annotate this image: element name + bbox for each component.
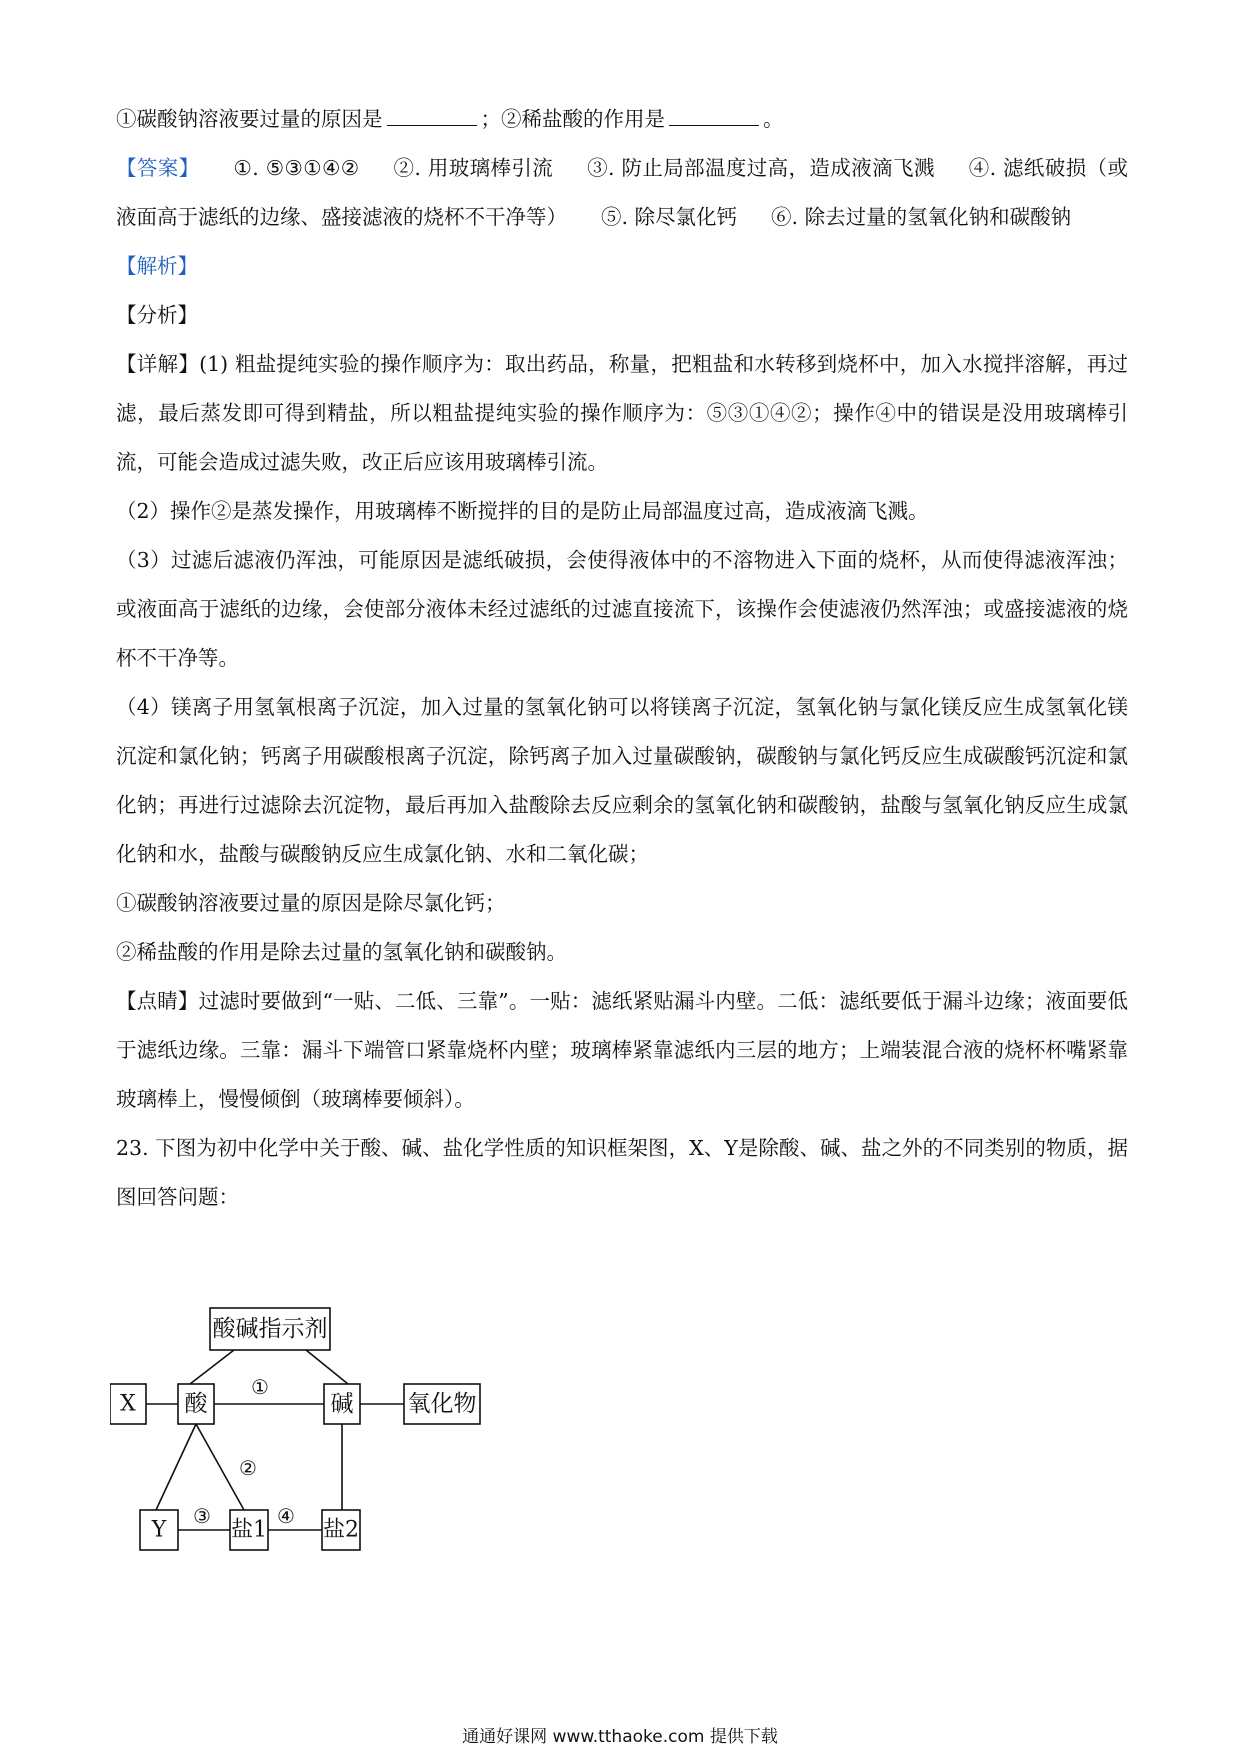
detail-paragraph-1 xyxy=(116,340,1128,487)
salt2-label: 盐2 xyxy=(323,1517,359,1543)
knowledge-framework-diagram xyxy=(110,1290,550,1580)
link-acid-salt1 xyxy=(196,1424,244,1510)
prompt-part1: ①碳酸钠溶液要过量的原因是 xyxy=(116,107,383,131)
content xyxy=(116,103,1128,1222)
reaction-1-marker: ① xyxy=(251,1375,269,1399)
reaction-3-marker: ③ xyxy=(193,1504,211,1528)
answer-item: ⑤. 除尽氯化钙 xyxy=(601,205,738,229)
answer-label: 【答案】 xyxy=(116,156,200,180)
base-label: 碱 xyxy=(330,1391,354,1417)
question-tail xyxy=(116,103,1128,135)
tip-text: 过滤时要做到“一贴、二低、三靠”。一贴：滤纸紧贴漏斗内壁。二低：滤纸要低于漏斗边缘；液面要低于滤纸边缘。三靠：漏斗下端管口紧靠烧杯内壁；玻璃棒紧靠滤纸内三层的地方；上端装混合液的烧杯杯嘴紧靠玻璃棒上，慢慢倾倒（玻璃棒要倾斜）。 xyxy=(116,989,1128,1111)
link-indicator-acid xyxy=(190,1350,234,1384)
question-23: 23. 下图为初中化学中关于酸、碱、盐化学性质的知识框架图，X、Y是除酸、碱、盐之外的不同类别的物质，据图回答问题： xyxy=(116,1136,1128,1209)
indicator-label: 酸碱指示剂 xyxy=(212,1316,328,1342)
detail-paragraph-6: ②稀盐酸的作用是除去过量的氢氧化钠和碳酸钠。 xyxy=(116,940,567,964)
reaction-4-marker: ④ xyxy=(277,1504,295,1528)
answer-block xyxy=(116,144,1128,242)
fenxi-label: 【分析】 xyxy=(116,303,198,327)
tip-label: 【点睛】 xyxy=(116,989,199,1013)
answer-item: ②. 用玻璃棒引流 xyxy=(393,156,554,180)
detail-paragraph-3: （3）过滤后滤液仍浑浊，可能原因是滤纸破损，会使得液体中的不溶物进入下面的烧杯，从而使得滤液浑浊；或液面高于滤纸的边缘，会使部分液体未经过滤纸的过滤直接流下，该操作会使滤液仍然浑浊；或盛接滤液的烧杯不干净等。 xyxy=(116,548,1128,670)
detail-paragraph-2: （2）操作②是蒸发操作，用玻璃棒不断搅拌的目的是防止局部温度过高，造成液滴飞溅。 xyxy=(116,499,929,523)
answer-item: ④. 滤纸破损（或液面高于滤纸的边缘、盛接滤液的烧杯不干净等） xyxy=(116,156,1128,229)
salt1-label: 盐1 xyxy=(231,1517,267,1543)
detail-label: 【详解】 xyxy=(116,352,200,376)
detail-text-1: (1) 粗盐提纯实验的操作顺序为：取出药品，称量，把粗盐和水转移到烧杯中，加入水搅拌溶解，再过滤，最后蒸发即可得到精盐，所以粗盐提纯实验的操作顺序为：⑤③①④②；操作④中的错误是没用玻璃棒引流，可能会造成过滤失败，改正后应该用玻璃棒引流。 xyxy=(116,352,1128,474)
link-indicator-base xyxy=(306,1350,348,1384)
answer-blank-1 xyxy=(387,107,477,126)
acid-label: 酸 xyxy=(184,1391,208,1417)
analysis-label: 【解析】 xyxy=(116,254,198,278)
link-acid-y xyxy=(156,1424,196,1510)
y-label: Y xyxy=(151,1517,167,1543)
answer-item: ③. 防止局部温度过高，造成液滴飞溅 xyxy=(587,156,935,180)
answer-item: ⑥. 除去过量的氢氧化钠和碳酸钠 xyxy=(771,205,1072,229)
prompt-end: 。 xyxy=(763,107,784,131)
detail-paragraph-4: （4）镁离子用氢氧根离子沉淀，加入过量的氢氧化钠可以将镁离子沉淀，氢氧化钠与氯化镁反应生成氢氧化镁沉淀和氯化钠；钙离子用碳酸根离子沉淀，除钙离子加入过量碳酸钠，碳酸钠与氯化钙反应生成碳酸钙沉淀和氯化钠；再进行过滤除去沉淀物，最后再加入盐酸除去反应剩余的氢氧化钠和碳酸钠，盐酸与氢氧化钠反应生成氯化钠和水，盐酸与碳酸钠反应生成氯化钠、水和二氧化碳； xyxy=(116,695,1128,866)
answer-blank-2 xyxy=(669,107,759,126)
x-label: X xyxy=(120,1391,136,1417)
reaction-2-marker: ② xyxy=(239,1456,257,1480)
prompt-part2: ；②稀盐酸的作用是 xyxy=(480,107,665,131)
detail-paragraph-5: ①碳酸钠溶液要过量的原因是除尽氯化钙； xyxy=(116,891,506,915)
answer-item: ①. ⑤③①④② xyxy=(233,156,360,180)
footer-watermark: 通通好课网 www.tthaoke.com 提供下载 xyxy=(462,1727,778,1747)
oxide-label: 氧化物 xyxy=(407,1391,477,1417)
tip-paragraph xyxy=(116,977,1128,1124)
